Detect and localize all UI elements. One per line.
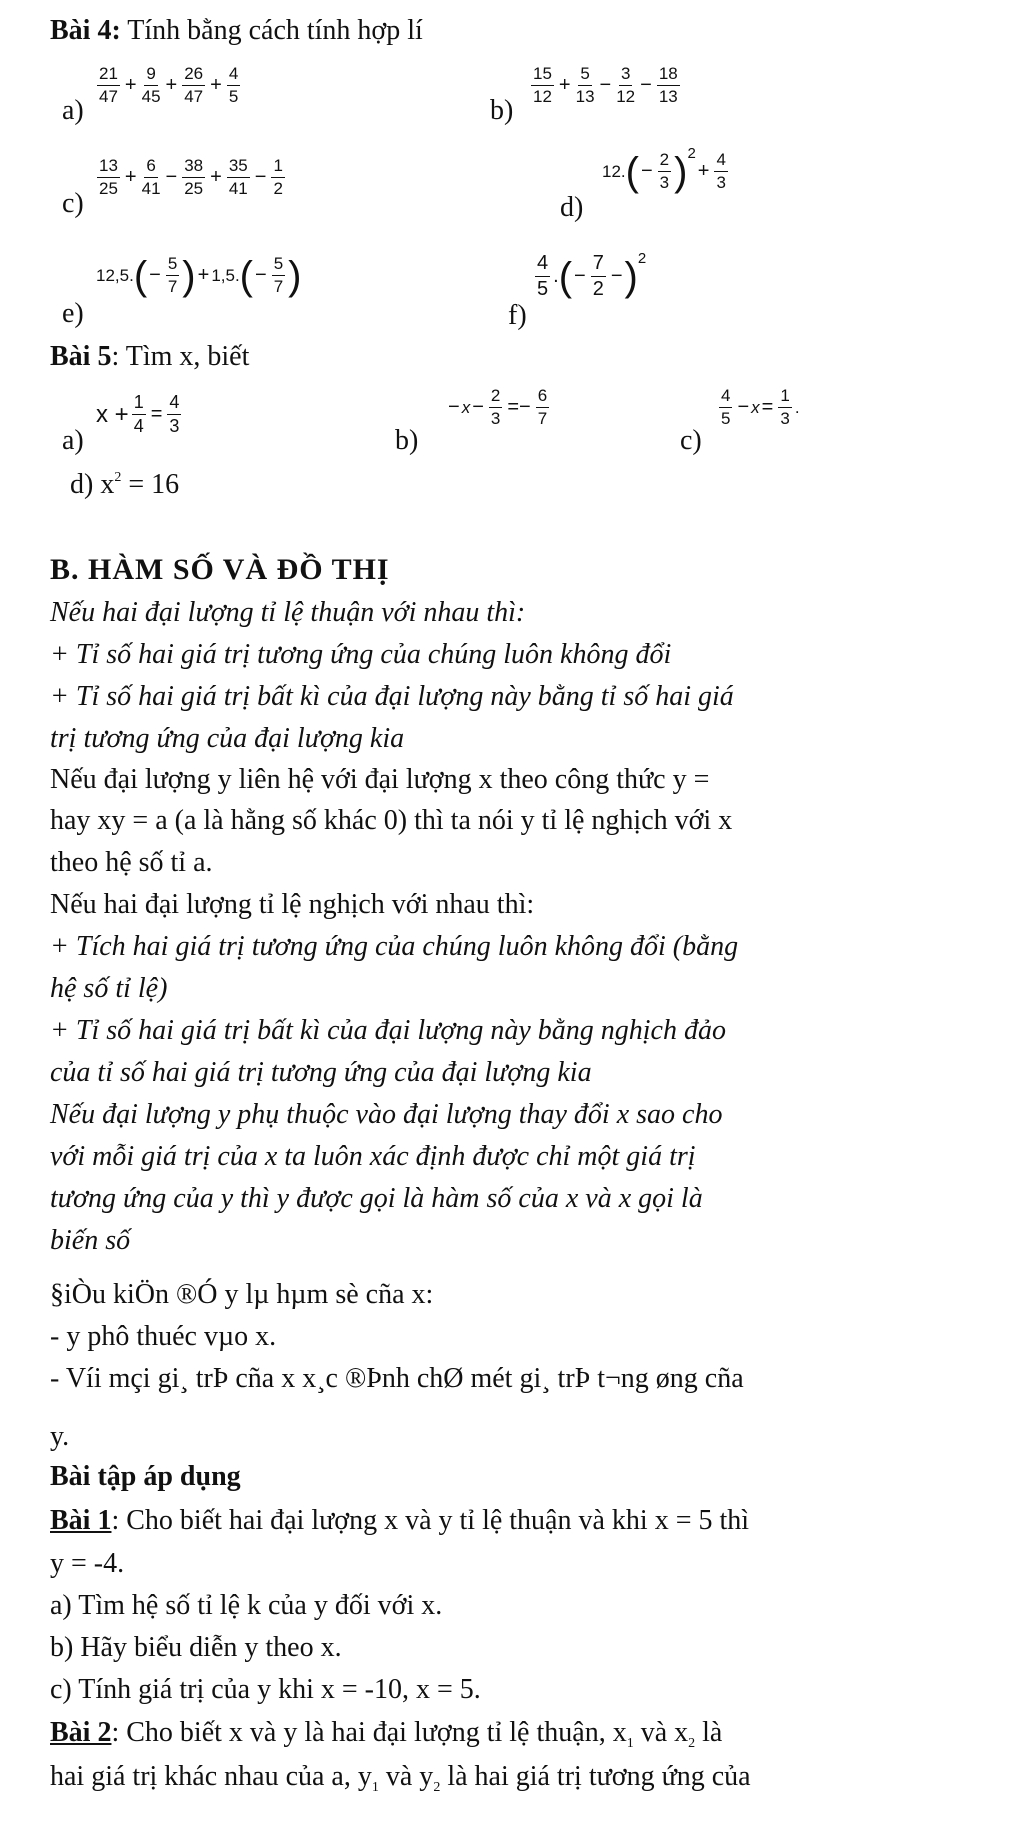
- section-b-line-19: - Víi mçi gi¸ trÞ cña x x¸c ®Þnh chØ mét gi¸ trÞ t¬ng øng cña: [50, 1363, 744, 1394]
- bai4-b-expression: $\frac{15}{12}$ + $\frac{5}{13}$ − $\frac{3}{12}$ − $\frac{18}{13}$: [533, 64, 678, 106]
- bai5-b-label: b): [395, 425, 419, 456]
- bai2-text-2a: hai giá trị khác nhau của a, y: [50, 1761, 372, 1792]
- bai4-f-label: f): [508, 300, 527, 331]
- bai4-title-bold: Bài 4:: [50, 15, 121, 46]
- bai2-text-1-end: là: [695, 1717, 723, 1748]
- bai5-d-rest: = 16: [121, 469, 180, 500]
- bai2-text-1-mid: và x: [633, 1717, 689, 1748]
- bai4-c-label: c): [62, 188, 84, 219]
- section-b-line-4: trị tương ứng của đại lượng kia: [50, 723, 405, 754]
- section-b-line-3: + Tỉ số hai giá trị bất kì của đại lượng này bằng tỉ số hai giá: [50, 681, 734, 712]
- bai5-title-rest: : Tìm x, biết: [111, 341, 250, 372]
- bai2-line-1: [50, 1716, 722, 1755]
- bai2-text-2b: và y: [378, 1761, 434, 1792]
- bai5-c-label: c): [680, 425, 702, 456]
- bai4-d-expression: 12. ( − $\frac{2}{3}$ ) 2 + $\frac{4}{3}$: [602, 145, 726, 194]
- section-b-line-15: tương ứng của y thì y được gọi là hàm số của x và x gọi là: [50, 1183, 703, 1214]
- section-b-line-6: hay xy = a (a là hằng số khác 0) thì ta nói y tỉ lệ nghịch với x: [50, 805, 733, 836]
- section-b-line-20: y.: [50, 1421, 70, 1452]
- bai4-a-label: a): [62, 95, 84, 126]
- section-b-line-2: + Tỉ số hai giá trị tương ứng của chúng luôn không đổi: [50, 639, 672, 670]
- bai4-title: [50, 14, 423, 48]
- bai4-a-expression: $\frac{21}{47}$ + $\frac{9}{45}$ + $\frac{26}{47}$ + $\frac{4}{5}$: [99, 64, 239, 106]
- section-b-line-18: - y phô thuéc vµo x.: [50, 1321, 277, 1352]
- bai4-f-expression: $\frac{4}{5}$ . ( − $\frac{7}{2}$ − ) 2: [537, 250, 647, 300]
- bai2-text-2c: là hai giá trị tương ứng của: [440, 1761, 751, 1792]
- bai1-part-c: c) Tính giá trị của y khi x = -10, x = 5.: [50, 1674, 481, 1705]
- bai5-b-expression: − x − $\frac{2}{3}$ =− $\frac{6}{7}$: [448, 386, 548, 428]
- section-b-line-10: hệ số tỉ lệ): [50, 973, 168, 1004]
- bai5-a-label: a): [62, 425, 84, 456]
- bai4-b-label: b): [490, 95, 514, 126]
- bai1-part-a: a) Tìm hệ số tỉ lệ k của y đối với x.: [50, 1590, 443, 1621]
- section-b-line-9: + Tích hai giá trị tương ứng của chúng luôn không đổi (bằng: [50, 931, 739, 962]
- section-b-line-8: Nếu hai đại lượng tỉ lệ nghịch với nhau thì:: [50, 889, 535, 920]
- bai5-d: d) $x^2 = 16$: [70, 469, 180, 500]
- bai4-title-rest: Tính bằng cách tính hợp lí: [120, 15, 423, 46]
- bai5-d-base: x: [100, 469, 115, 500]
- bai1-line-1: [50, 1504, 749, 1538]
- bai1-text-1: : Cho biết hai đại lượng x và y tỉ lệ thuận và khi x = 5 thì: [111, 1505, 750, 1536]
- section-b-line-13: Nếu đại lượng y phụ thuộc vào đại lượng thay đổi x sao cho: [50, 1099, 723, 1130]
- bai2-line-2: [50, 1760, 751, 1799]
- bai5-title-bold: Bài 5: [50, 341, 112, 372]
- bai4-e-label: e): [62, 298, 84, 329]
- bai5-a-expression: x + $\frac{1}{4}$ = $\frac{4}{3}$: [96, 392, 180, 436]
- bai2-sub-3: 1: [371, 1780, 379, 1795]
- bai2-sub-2: 2: [688, 1736, 696, 1751]
- section-b-heading: B. HÀM SỐ VÀ ĐỒ THỊ: [50, 553, 390, 586]
- bai5-c-expression: $\frac{4}{5}$ − x = $\frac{1}{3}$ .: [721, 386, 800, 428]
- section-b-line-17: §iÒu kiÖn ®Ó y lµ hµm sè cña x:: [50, 1279, 434, 1310]
- bai5-d-label: d): [70, 469, 94, 500]
- exercises-heading: Bài tập áp dụng: [50, 1461, 241, 1492]
- bai4-d-label: d): [560, 192, 584, 223]
- section-b-line-5: Nếu đại lượng y liên hệ với đại lượng x theo công thức y =: [50, 764, 710, 795]
- bai2-sub-4: 2: [433, 1780, 441, 1795]
- section-b-line-1: Nếu hai đại lượng tỉ lệ thuận với nhau thì:: [50, 597, 526, 628]
- bai1-title: Bài 1: [50, 1505, 112, 1536]
- section-b-line-7: theo hệ số tỉ a.: [50, 847, 213, 878]
- section-b-line-12: của tỉ số hai giá trị tương ứng của đại lượng kia: [50, 1057, 592, 1088]
- section-b-line-14: với mỗi giá trị của x ta luôn xác định được chỉ một giá trị: [50, 1141, 696, 1172]
- section-b-line-16: biến số: [50, 1225, 131, 1256]
- bai1-part-b: b) Hãy biểu diễn y theo x.: [50, 1632, 342, 1663]
- bai2-sub-1: 1: [626, 1736, 634, 1751]
- bai1-line-2: y = -4.: [50, 1548, 125, 1579]
- bai2-title: Bài 2: [50, 1717, 112, 1748]
- bai4-c-expression: $\frac{13}{25}$ + $\frac{6}{41}$ − $\frac{38}{25}$ + $\frac{35}{41}$ − $\frac{1}{2}$: [99, 156, 283, 198]
- bai2-text-1: : Cho biết x và y là hai đại lượng tỉ lệ thuận, x: [111, 1717, 627, 1748]
- section-b-line-11: + Tỉ số hai giá trị bất kì của đại lượng này bằng nghịch đảo: [50, 1015, 726, 1046]
- bai5-title: [50, 340, 249, 374]
- bai4-e-expression: 12,5. ( − $\frac{5}{7}$ ) + 1,5. ( − $\frac{5}{7}$ ): [96, 253, 302, 298]
